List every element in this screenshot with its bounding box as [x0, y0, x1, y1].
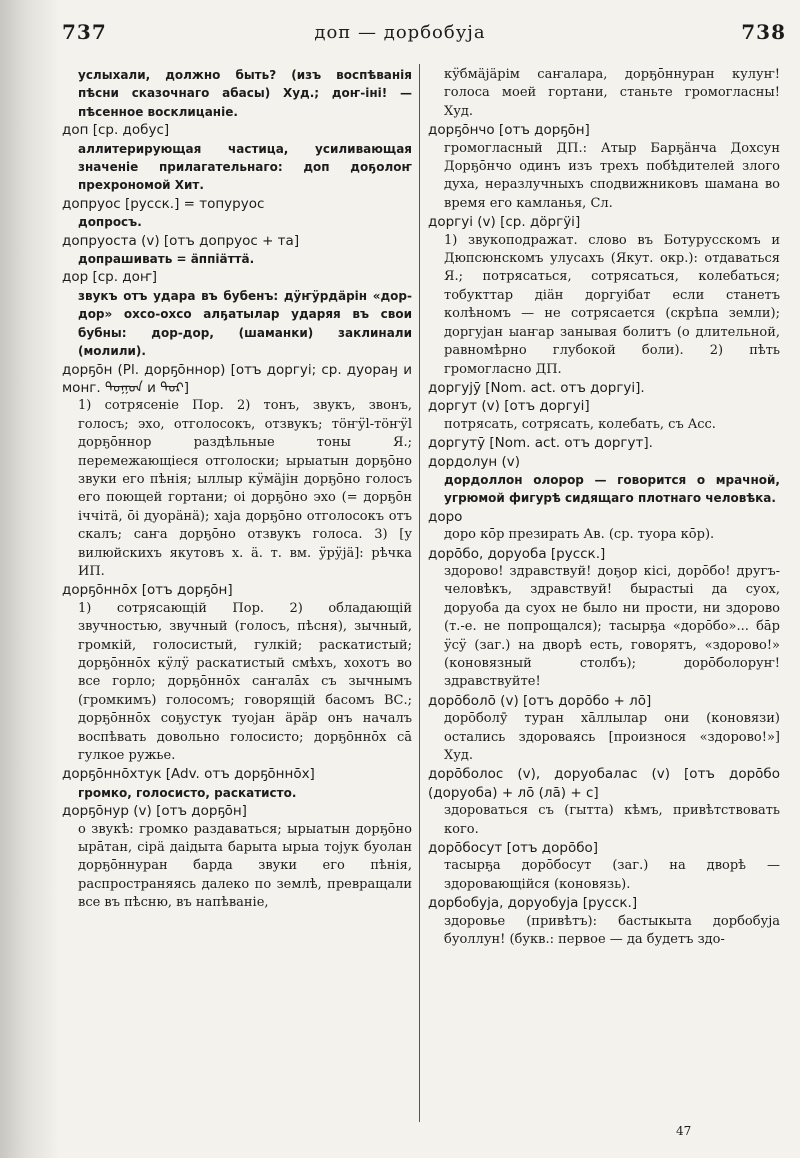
- entry-headword: допруос [русск.] = топуруос: [62, 195, 265, 212]
- entry-headword: дорҕōнур (v) [отъ дорҕōн]: [62, 803, 247, 820]
- entry-headword: доро: [428, 508, 463, 525]
- entry-headword: дордолун (v): [428, 453, 521, 470]
- entry-headword: дорōбо, доруоба [русск.]: [428, 545, 606, 562]
- entry-headword: допруоста (v) [отъ допруос + та]: [62, 232, 300, 249]
- entry-headword: доргуі (v) [ср. дöргӱі]: [428, 214, 581, 231]
- entry-headword: дорбобуја, доруобуја [русск.]: [428, 895, 638, 912]
- entry-definition: кӱбмäјäрім саҥалара, дорҕōннуран кулуҥ! голоса моей гортани, станьте громогласны! Худ.: [444, 67, 780, 119]
- entry-definition: потрясать, сотрясать, колебать, съ Acc.: [444, 416, 716, 432]
- entry-headword: дорҕōннōхтук [Adv. отъ дорҕōннōх]: [62, 766, 315, 783]
- running-title: доп — дорбобуја: [314, 22, 486, 43]
- dictionary-entry: [62, 66, 412, 121]
- entry-definition: о звукѣ: громко раздаваться; ырыатын дорҕōно ырāтан, сірä даідыта барыта ырыа тојук буолан дорҕōннуран барда звуки его пѣнія, распространяясь далеко по землѣ, превращали все въ пѣсню, въ напѣваніе,: [78, 821, 412, 911]
- entry-definition: тасырҕа дорōбосут (заг.) на дворѣ — здоровающійся (коновязь).: [444, 858, 780, 892]
- entry-definition: услыхали, должно быть? (изъ воспѣванія пѣсни сказочнаго абасы) Худ.; доҥ-іні! — пѣсенное восклицаніе.: [78, 68, 412, 119]
- dictionary-entry: [428, 545, 780, 692]
- dictionary-entry: [428, 894, 780, 949]
- dictionary-entry: [62, 195, 412, 232]
- dictionary-entry: [62, 765, 412, 802]
- entry-definition: 1) сотрясеніе Пор. 2) тонъ, звукъ, звонъ, голосъ; эхо, отголосокъ, отзвукъ; тöҥӱl-тöҥӱl дорҕōннор раздѣльные тоны Я.; перемежающіеся отголоски; ырыатын дорҕōно звуки его пѣнія; ыллыр кӱмäјін дорҕōно голосъ его поющей гортани; оі дорҕōно эхо (= дорҕōн іччітä, ōі дуорäнä); хаја дорҕōно отголосокъ отъ скалъ; саҥа дорҕōно отзвукъ голоса. 3) [у вилюйскихъ якутовъ х. ä. т. вм. ӱрӱјä]: рѣчка ИП.: [78, 398, 412, 579]
- entry-definition: здоровье (привѣтъ): бастыкыта дорбобуја буоллун! (букв.: первое — да будетъ здо-: [444, 913, 780, 948]
- entry-definition: громко, голосисто, раскатисто.: [78, 785, 297, 800]
- entry-definition: здорово! здравствуй! доҕор кісі, дорōбо! другъ-человѣкъ, здравствуй! быраcтыі да суох, доруоба да суох не было ни прости, ни здорово (т.-е. не попрощался); тасырҕа «дорōбо»... бāр ӱсӱ (заг.) на дворѣ есть, говорятъ, «здорово!» (коновязный столбъ); дорōболоруҥ! здравствуйте!: [444, 563, 780, 690]
- page-number-left: 737: [62, 20, 107, 44]
- dictionary-entry: [62, 361, 412, 582]
- entry-headword: доп [ср. добус]: [62, 122, 170, 139]
- column-divider: [419, 64, 420, 1122]
- dictionary-entry: [62, 121, 412, 195]
- dictionary-entry: [428, 508, 780, 545]
- dictionary-entry: [428, 66, 780, 121]
- dictionary-entry: [428, 379, 780, 397]
- entry-headword: доргутӯ [Nom. act. отъ доргут].: [428, 435, 653, 452]
- entry-headword: дорҕōнчо [отъ дорҕōн]: [428, 122, 590, 139]
- dictionary-entry: [62, 581, 412, 765]
- entry-headword: доргујӯ [Nom. act. отъ доргуі].: [428, 379, 645, 396]
- dictionary-entry: [428, 213, 780, 379]
- dictionary-entry: [428, 453, 780, 508]
- entry-definition: звукъ отъ удара въ бубенъ: дӱҥӱрдäрін «дор-дор» охсо-охсо алҕатылар ударяя въ свои бубны: дор-дор, (шаманки) заклинали (молили).: [78, 288, 412, 359]
- page-edge-shadow: [0, 0, 60, 1158]
- dictionary-entry: [428, 397, 780, 434]
- signature-mark: 47: [676, 1124, 692, 1138]
- entry-definition: громогласный ДП.: Атыр Барҕäнча Дохсун Дорҕōнчо одинъ изъ трехъ побѣдителей злого духа, неразлучныхъ сподвижниковъ шамана во время его камланья, Сл.: [444, 140, 780, 211]
- entry-headword: дорҕōн (Pl. дорҕōннор) [отъ доргуі; ср. дуораӈ и монг. ᠳᠤᠭᠤᠨ и ᠳᠤᠷ]: [62, 361, 412, 396]
- dictionary-entry: [428, 121, 780, 213]
- entry-definition: дорōболӯ туран хāллылар они (коновязи) остались здороваясь [произнося «здорово!»] Худ.: [444, 711, 780, 764]
- dictionary-entry: [62, 232, 412, 269]
- entry-definition: доро кōр презирать Ав. (ср. туора кōр).: [444, 527, 715, 543]
- dictionary-entry: [428, 692, 780, 766]
- dictionary-entry: [428, 839, 780, 894]
- entry-definition: 1) сотрясающій Пор. 2) обладающій звучностью, звучный (голосъ, пѣсня), зычный, громкій, голосистый, гулкій; раскатистый; дорҕōннōх кӱлӱ раскатистый смѣхъ, хохотъ во все горло; дорҕōннōх саҥалāх съ зычнымъ (громкимъ) голосомъ; говорящій басомъ ВС.; дорҕōннōх соҕустук туојан äрäр онъ началъ воспѣвать довольно голосисто; дорҕōннōх сā гулкое ружье.: [78, 600, 412, 764]
- page-number-right: 738: [741, 20, 786, 44]
- entry-definition: допросъ.: [78, 215, 142, 230]
- entry-headword: дорҕōннōх [отъ дорҕōн]: [62, 582, 233, 599]
- entry-headword: дорōболō (v) [отъ дорōбо + лō]: [428, 692, 652, 709]
- entry-headword: дорōболос (v), доруобалас (v) [отъ дорōбо (доруоба) + лō (лā) + с]: [428, 766, 780, 801]
- dictionary-entry: [428, 434, 780, 452]
- left-column: [62, 66, 412, 913]
- page-header: [0, 20, 800, 50]
- right-column: [428, 66, 780, 950]
- entry-headword: доргут (v) [отъ доргуі]: [428, 398, 590, 415]
- entry-definition: дордоллон олорор — говорится о мрачной, угрюмой фигурѣ сидящаго плотнаго человѣка.: [444, 472, 780, 506]
- entry-definition: здороваться съ (гытта) кѣмъ, привѣтствовать кого.: [444, 803, 780, 837]
- entry-headword: дор [ср. доҥ]: [62, 269, 157, 286]
- entry-definition: 1) звукоподражат. слово въ Ботурусскомъ и Дюпсюнскомъ улусахъ (Якут. окр.): отдаваться Я.; потрясаться, сотрясаться, колебаться; тобукттар діäн доргуібат если станетъ колѣномъ — не сотрясается (скрѣпа земли); доргуjан ыаҥар занывая болитъ (о длительной, равномѣрно глубокой боли). 2) пѣть громогласно ДП.: [444, 232, 780, 377]
- dictionary-entry: [62, 802, 412, 912]
- dictionary-entry: [428, 765, 780, 839]
- entry-definition: аллитерирующая частица, усиливающая значеніе прилагательнаго: доп доҕолоҥ прехрономой Хит.: [78, 141, 412, 193]
- entry-headword: дорōбосут [отъ дорōбо]: [428, 840, 599, 857]
- entry-definition: допрашивать = äппіäттä.: [78, 252, 255, 267]
- dictionary-entry: [62, 268, 412, 360]
